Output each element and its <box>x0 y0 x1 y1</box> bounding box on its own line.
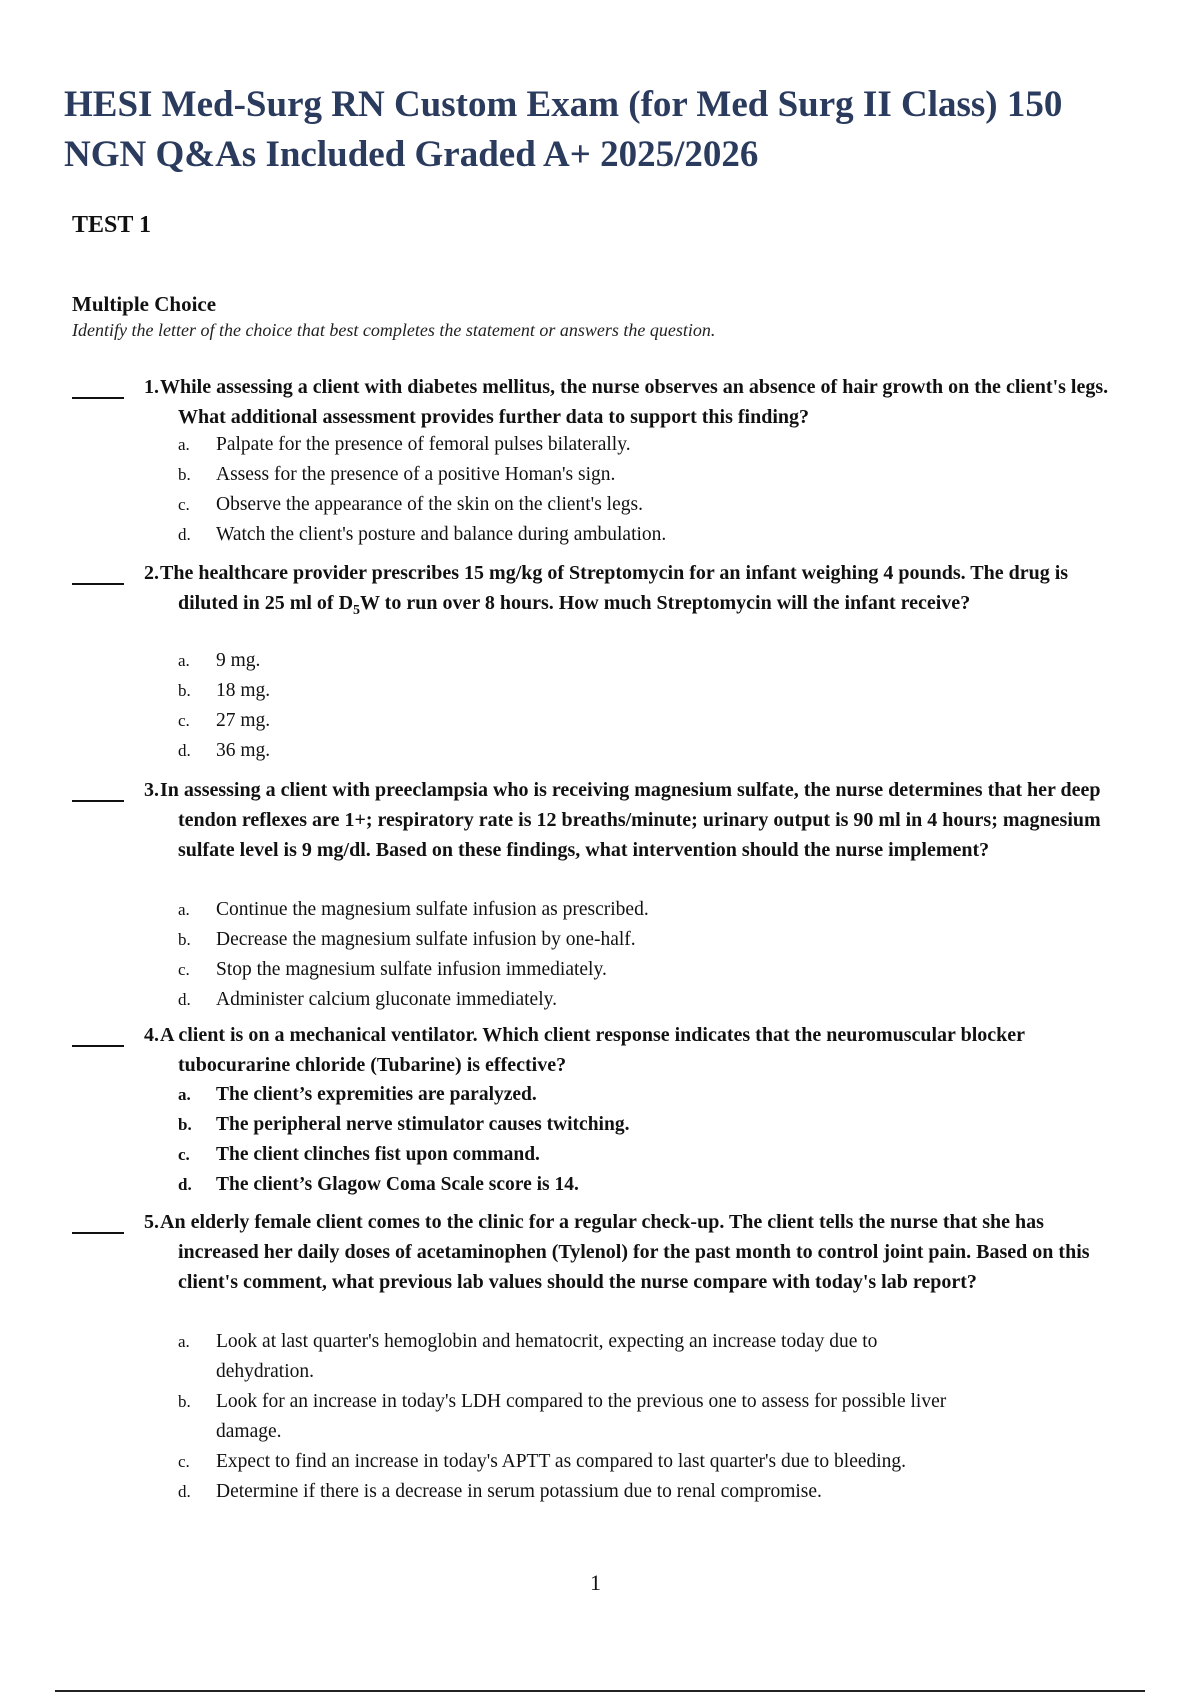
option-text: Continue the magnesium sulfate infusion as prescribed. <box>216 899 649 920</box>
option-c[interactable] <box>178 1140 976 1170</box>
option-letter: d. <box>178 525 191 544</box>
option-text: Determine if there is a decrease in serum potassium due to renal compromise. <box>216 1481 822 1502</box>
option-text: Assess for the presence of a positive Homan's sign. <box>216 464 616 485</box>
option-list <box>178 646 976 766</box>
option-text: Expect to find an increase in today's APTT as compared to last quarter's due to bleeding. <box>216 1451 907 1472</box>
question-text <box>160 558 1124 626</box>
option-letter: a. <box>178 435 190 454</box>
option-letter: c. <box>178 1452 190 1471</box>
option-letter: b. <box>178 681 191 700</box>
test-label: TEST 1 <box>72 212 151 238</box>
option-text: Administer calcium gluconate immediately. <box>216 989 557 1010</box>
question-number: 3. <box>144 779 159 801</box>
option-letter: b. <box>178 1115 192 1134</box>
option-letter: c. <box>178 1145 190 1164</box>
document-title <box>64 80 1154 180</box>
option-letter: a. <box>178 651 190 670</box>
option-a[interactable] <box>178 895 976 925</box>
option-letter: a. <box>178 900 190 919</box>
option-text: The peripheral nerve stimulator causes twitching. <box>216 1114 630 1135</box>
option-a[interactable] <box>178 430 976 460</box>
option-text: 18 mg. <box>216 680 271 701</box>
option-letter: b. <box>178 465 191 484</box>
option-text: Observe the appearance of the skin on the client's legs. <box>216 494 643 515</box>
option-letter: c. <box>178 960 190 979</box>
title-line-1: HESI Med-Surg RN Custom Exam (for Med Surg II Class) 150 <box>64 84 1063 125</box>
option-d[interactable] <box>178 985 976 1015</box>
option-text: 9 mg. <box>216 650 261 671</box>
option-text: Palpate for the presence of femoral pulses bilaterally. <box>216 434 631 455</box>
option-c[interactable] <box>178 1447 976 1477</box>
option-b[interactable] <box>178 925 976 955</box>
option-letter: b. <box>178 930 191 949</box>
option-text: Look at last quarter's hemoglobin and hematocrit, expecting an increase today due to dehydration. <box>216 1331 878 1382</box>
option-letter: c. <box>178 495 190 514</box>
answer-blank[interactable] <box>72 397 124 399</box>
option-c[interactable] <box>178 706 976 736</box>
option-letter: a. <box>178 1332 190 1351</box>
option-text: Decrease the magnesium sulfate infusion by one-half. <box>216 929 636 950</box>
option-text: 36 mg. <box>216 740 271 761</box>
option-list <box>178 1080 976 1200</box>
option-letter: b. <box>178 1392 191 1411</box>
question-text-part-2: W to run over 8 hours. How much Streptomycin will the infant receive? <box>360 592 971 614</box>
option-d[interactable] <box>178 1477 976 1507</box>
question-text-part-1: The healthcare provider prescribes 15 mg/kg of Streptomycin for an infant weighing 4 pounds. The drug is diluted in 25 ml of D <box>160 562 1069 614</box>
answer-blank[interactable] <box>72 800 124 802</box>
option-b[interactable] <box>178 676 976 706</box>
question-text: While assessing a client with diabetes mellitus, the nurse observes an absence of hair growth on the client's legs. What additional assessment provides further data to support this finding? <box>160 376 1109 428</box>
title-line-2: NGN Q&As Included Graded A+ 2025/2026 <box>64 134 759 175</box>
option-c[interactable] <box>178 955 976 985</box>
option-list <box>178 1327 976 1507</box>
option-letter: d. <box>178 741 191 760</box>
option-list <box>178 430 976 550</box>
option-d[interactable] <box>178 1170 976 1200</box>
option-b[interactable] <box>178 1110 976 1140</box>
question-text: An elderly female client comes to the clinic for a regular check-up. The client tells the nurse that she has increased her daily doses of acetaminophen (Tylenol) for the past month to control joint pain. Based on this client's comment, what previous lab values should the nurse compare with today's lab report? <box>160 1211 1090 1293</box>
option-text: The client’s Glagow Coma Scale score is 14. <box>216 1174 579 1195</box>
section-title: Multiple Choice <box>72 292 217 316</box>
option-d[interactable] <box>178 520 976 550</box>
answer-blank[interactable] <box>72 583 124 585</box>
option-text: Stop the magnesium sulfate infusion immediately. <box>216 959 607 980</box>
option-c[interactable] <box>178 490 976 520</box>
option-text: Look for an increase in today's LDH compared to the previous one to assess for possible liver damage. <box>216 1391 947 1442</box>
question-text: In assessing a client with preeclampsia who is receiving magnesium sulfate, the nurse determines that her deep tendon reflexes are 1+; respiratory rate is 12 breaths/minute; urinary output is 90 ml in 4 hours; magnesium sulfate level is 9 mg/dl. Based on these findings, what intervention should the nurse implement? <box>160 779 1101 861</box>
answer-blank[interactable] <box>72 1232 124 1234</box>
question-number: 1. <box>144 376 159 398</box>
option-a[interactable] <box>178 646 976 676</box>
question-number: 2. <box>144 562 159 584</box>
question-number: 5. <box>144 1211 159 1233</box>
section-instructions: Identify the letter of the choice that best completes the statement or answers the question. <box>72 320 716 340</box>
subscript: 5 <box>353 603 361 618</box>
option-letter: c. <box>178 711 190 730</box>
option-text: The client’s expremities are paralyzed. <box>216 1084 537 1105</box>
option-b[interactable] <box>178 1387 976 1447</box>
option-d[interactable] <box>178 736 976 766</box>
answer-blank[interactable] <box>72 1045 124 1047</box>
option-letter: a. <box>178 1085 191 1104</box>
footer-divider <box>55 1690 1145 1692</box>
option-b[interactable] <box>178 460 976 490</box>
option-text: Watch the client's posture and balance during ambulation. <box>216 524 667 545</box>
option-letter: d. <box>178 1482 191 1501</box>
option-a[interactable] <box>178 1080 976 1110</box>
option-text: The client clinches fist upon command. <box>216 1144 540 1165</box>
option-a[interactable] <box>178 1327 976 1387</box>
option-letter: d. <box>178 990 191 1009</box>
option-list <box>178 895 976 1015</box>
option-text: 27 mg. <box>216 710 271 731</box>
page-number: 1 <box>590 1570 601 1595</box>
option-letter: d. <box>178 1175 192 1194</box>
question-text: A client is on a mechanical ventilator. Which client response indicates that the neuromuscular blocker tubocurarine chloride (Tubarine) is effective? <box>160 1024 1025 1076</box>
question-number: 4. <box>144 1024 159 1046</box>
